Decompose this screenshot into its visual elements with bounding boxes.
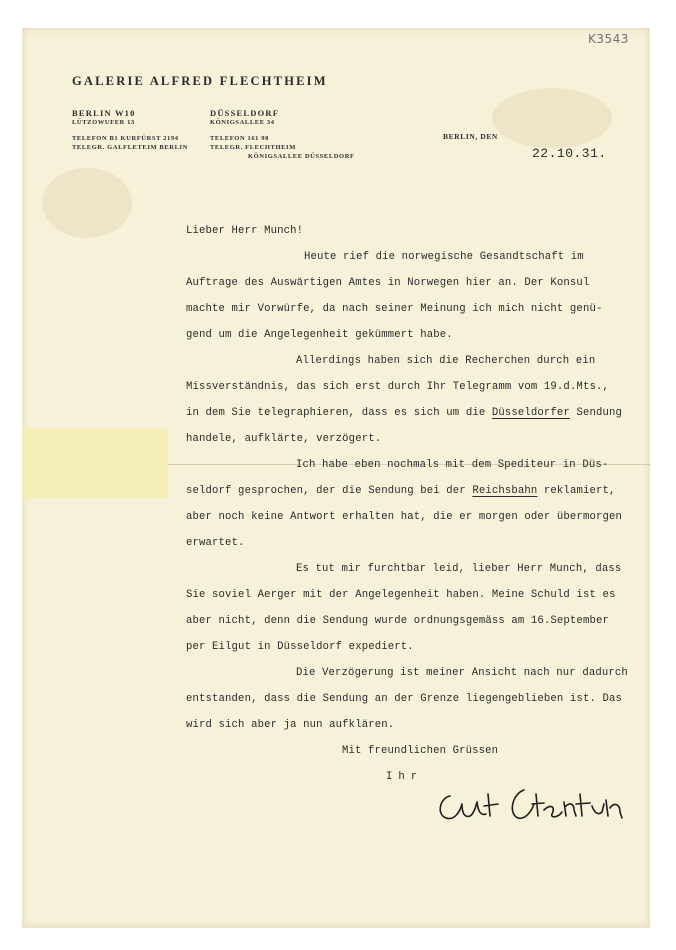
letter-date: 22.10.31.: [532, 146, 607, 161]
p2-line: handele, aufklärte, verzögert.: [186, 433, 382, 445]
berlin-telegr: TELEGR. GALFLETEIM BERLIN: [72, 144, 188, 151]
berlin-city: BERLIN W10: [72, 108, 136, 118]
p5-line: entstanden, dass die Sendung an der Grenze liegengeblieben ist. Das: [186, 693, 622, 705]
p4-line: per Eilgut in Düsseldorf expediert.: [186, 641, 414, 653]
duesseldorf-address: [210, 109, 355, 161]
p5-line: Die Verzögerung ist meiner Ansicht nach nur dadurch: [296, 667, 628, 679]
underlined-duesseldorfer: Düsseldorfer: [491, 407, 570, 419]
p3-line: erwartet.: [186, 537, 245, 549]
p1-line: Auftrage des Auswärtigen Amtes in Norwegen hier an. Der Konsul: [186, 277, 590, 289]
p2-line: Missverständnis, das sich erst durch Ihr Telegramm vom 19.d.Mts.,: [186, 381, 609, 393]
p1-line: Heute rief die norwegische Gesandtschaft im: [304, 251, 584, 263]
berlin-address: [72, 109, 188, 152]
p3-line: [186, 478, 626, 504]
berlin-telefon: TELEFON B1 KURFÜRST 2194: [72, 135, 179, 142]
duesseldorf-telefon: TELEFON 161 98: [210, 135, 269, 142]
duesseldorf-city: DÜSSELDORF: [210, 108, 280, 118]
p5-line: wird sich aber ja nun aufklären.: [186, 719, 395, 731]
archive-number: K3543: [588, 32, 629, 46]
duesseldorf-telegr: TELEGR. FLECHTHEIM: [210, 144, 296, 151]
duesseldorf-street: KÖNIGSALLEE 34: [210, 119, 275, 126]
adhesive-tape: [22, 428, 168, 498]
p4-line: Es tut mir furchtbar leid, lieber Herr Munch, dass: [296, 563, 622, 575]
p3-text: reklamiert,: [537, 485, 616, 497]
duesseldorf-telegr2: KÖNIGSALLEE DÜSSELDORF: [248, 153, 355, 160]
gallery-name: GALERIE ALFRED FLECHTHEIM: [72, 74, 328, 88]
p3-line: Ich habe eben nochmals mit dem Spediteur in Düs-: [296, 459, 609, 471]
p3-text: seldorf gesprochen, der die Sendung bei der: [186, 485, 473, 497]
p2-text: in dem Sie telegraphieren, dass es sich um die: [186, 407, 492, 419]
closing: Mit freundlichen Grüssen: [342, 745, 499, 757]
letter-sheet: [22, 28, 650, 928]
p1-line: machte mir Vorwürfe, da nach seiner Meinung ich mich nicht genü-: [186, 303, 603, 315]
salutation: Lieber Herr Munch!: [186, 225, 304, 237]
handwritten-signature: [432, 776, 642, 826]
berlin-street: LÜTZOWUFER 13: [72, 119, 135, 126]
p2-line: [186, 400, 626, 426]
date-label: BERLIN, DEN: [443, 132, 498, 141]
p4-line: Sie soviel Aerger mit der Angelegenheit haben. Meine Schuld ist es: [186, 589, 616, 601]
underlined-reichsbahn: Reichsbahn: [472, 485, 538, 497]
p3-line: aber noch keine Antwort erhalten hat, die er morgen oder übermorgen: [186, 511, 622, 523]
letter-body: [186, 218, 626, 790]
paper-stain: [42, 168, 132, 238]
p2-text: Sendung: [569, 407, 622, 419]
closing-ihr: Ihr: [386, 771, 424, 783]
paper-stain: [492, 88, 612, 148]
p2-line: Allerdings haben sich die Recherchen durch ein: [296, 355, 596, 367]
p4-line: aber nicht, denn die Sendung wurde ordnungsgemäss am 16.September: [186, 615, 609, 627]
p1-line: gend um die Angelegenheit gekümmert habe.: [186, 329, 453, 341]
